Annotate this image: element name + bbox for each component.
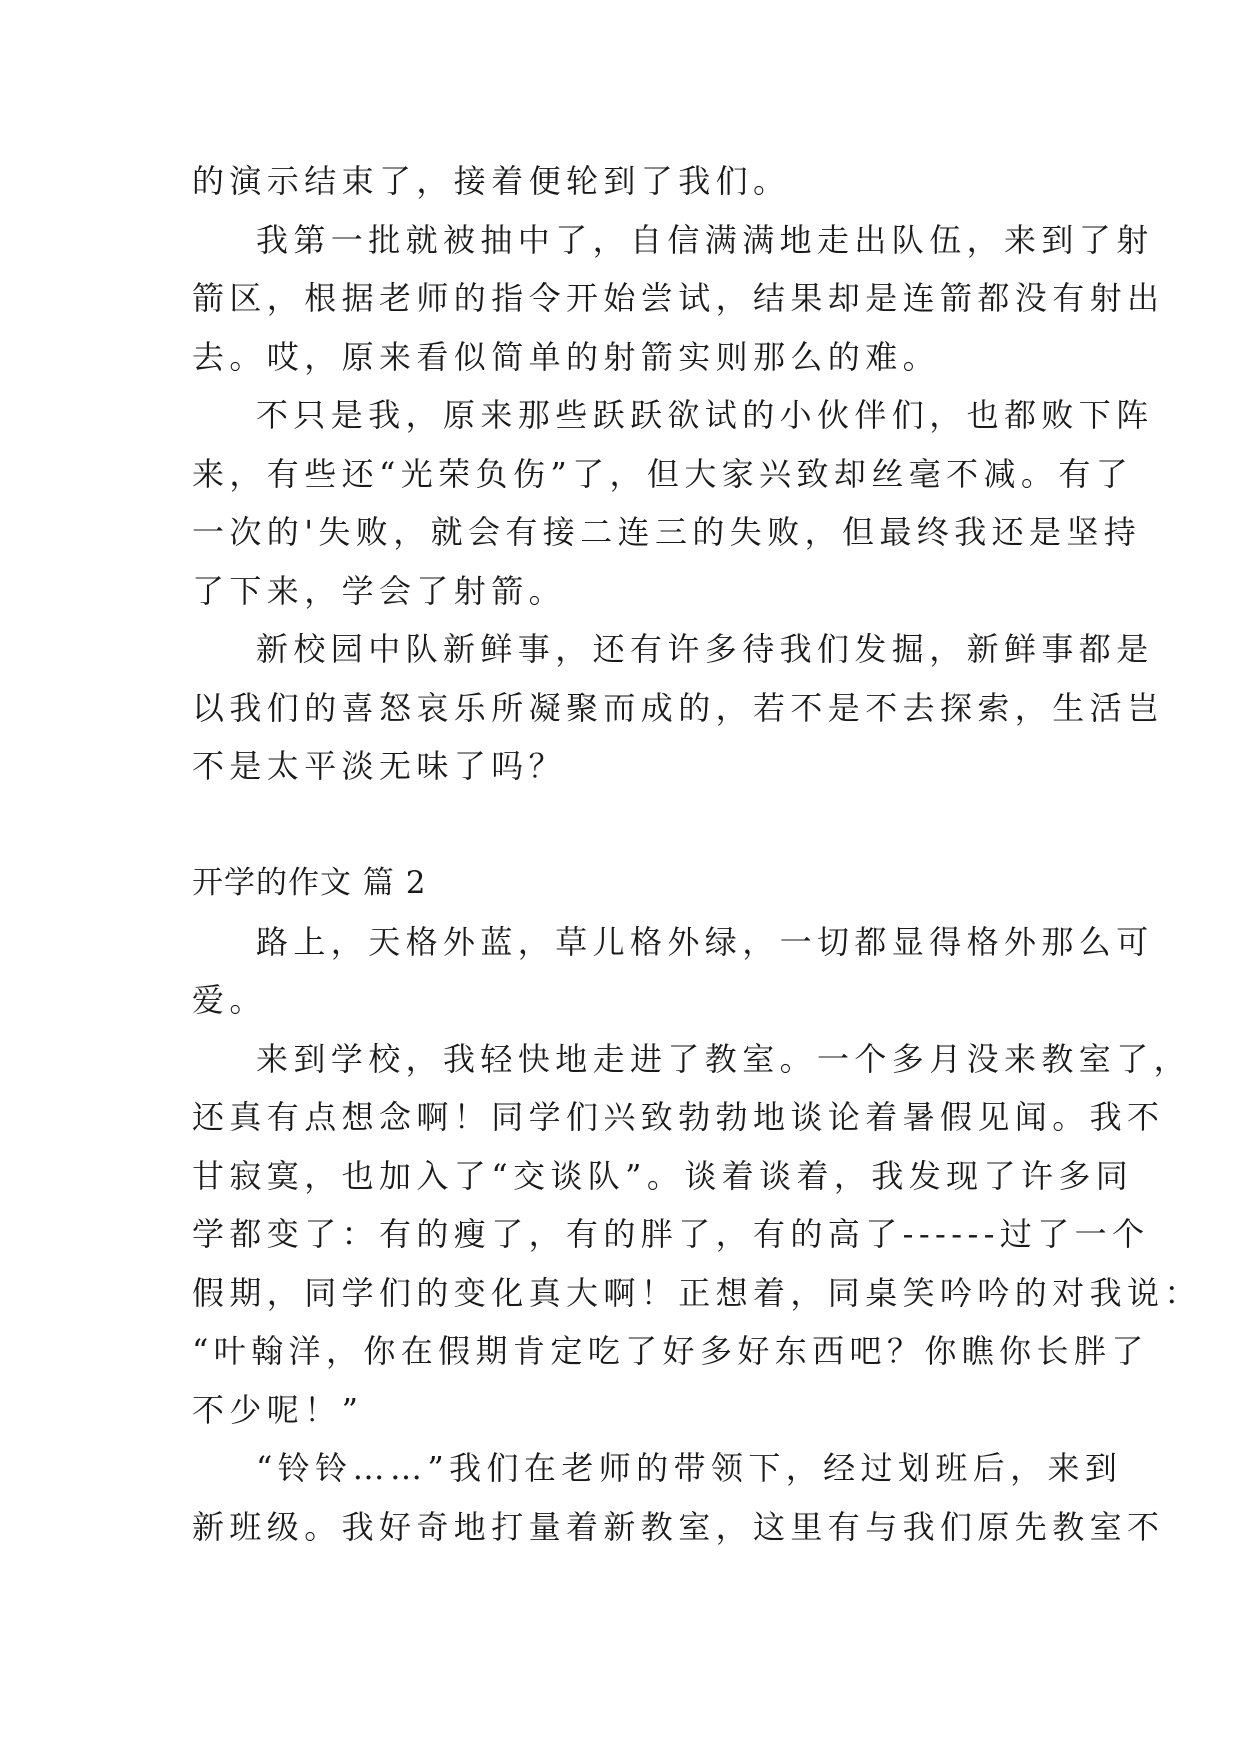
text-line: 来，有些还“光荣负伤”了，但大家兴致却丝毫不减。有了 <box>192 454 1134 493</box>
text-line: 不少呢！” <box>192 1390 364 1429</box>
text-line: 箭区，根据老师的指令开始尝试，结果却是连箭都没有射出 <box>192 279 1165 317</box>
text-line: 不是太平淡无味了吗？ <box>192 747 567 785</box>
text-line: 路上，天格外蓝，草儿格外绿，一切都显得格外那么可 <box>256 922 1154 961</box>
text-line: 的演示结束了，接着便轮到了我们。 <box>192 162 791 200</box>
text-line: 去。哎，原来看似简单的射箭实则那么的难。 <box>192 337 941 376</box>
text-line: 新班级。我好奇地打量着新教室，这里有与我们原先教室不 <box>192 1507 1165 1546</box>
text-line: 假期，同学们的变化真大啊！正想着，同桌笑吟吟的对我说： <box>192 1273 1202 1312</box>
section-heading: 开学的作文 篇 2 <box>192 865 427 901</box>
text-line: 一次的'失败，就会有接二连三的失败，但最终我还是坚持 <box>192 513 1142 551</box>
text-line: “铃铃……”我们在老师的带领下，经过划班后，来到 <box>256 1449 1123 1487</box>
text-line: 了下来，学会了射箭。 <box>192 571 567 610</box>
text-line: 新校园中队新鲜事，还有许多待我们发掘，新鲜事都是 <box>256 630 1154 668</box>
text-line: 我第一批就被抽中了，自信满满地走出队伍，来到了射 <box>256 220 1154 259</box>
section-gap <box>192 796 1052 855</box>
text-line: 不只是我，原来那些跃跃欲试的小伙伴们，也都败下阵 <box>256 396 1154 434</box>
text-line: “叶翰洋，你在假期肯定吃了好多好东西吧？你瞧你长胖了 <box>192 1332 1149 1370</box>
text-line: 爱。 <box>192 981 267 1019</box>
text-line: 还真有点想念啊！同学们兴致勃勃地谈论着暑假见闻。我不 <box>192 1098 1165 1136</box>
text-line: 以我们的喜怒哀乐所凝聚而成的，若不是不去探索，生活岂 <box>192 688 1165 727</box>
essay-part-2 <box>192 913 1202 1557</box>
text-line: 来到学校，我轻快地走进了教室。一个多月没来教室了， <box>256 1039 1192 1078</box>
essay-part-1 <box>192 152 1165 796</box>
document-page <box>192 152 1202 1556</box>
text-line: 甘寂寞，也加入了“交谈队”。谈着谈着，我发现了许多同 <box>192 1156 1134 1195</box>
text-line: 学都变了：有的瘦了，有的胖了，有的高了------过了一个 <box>192 1215 1150 1253</box>
